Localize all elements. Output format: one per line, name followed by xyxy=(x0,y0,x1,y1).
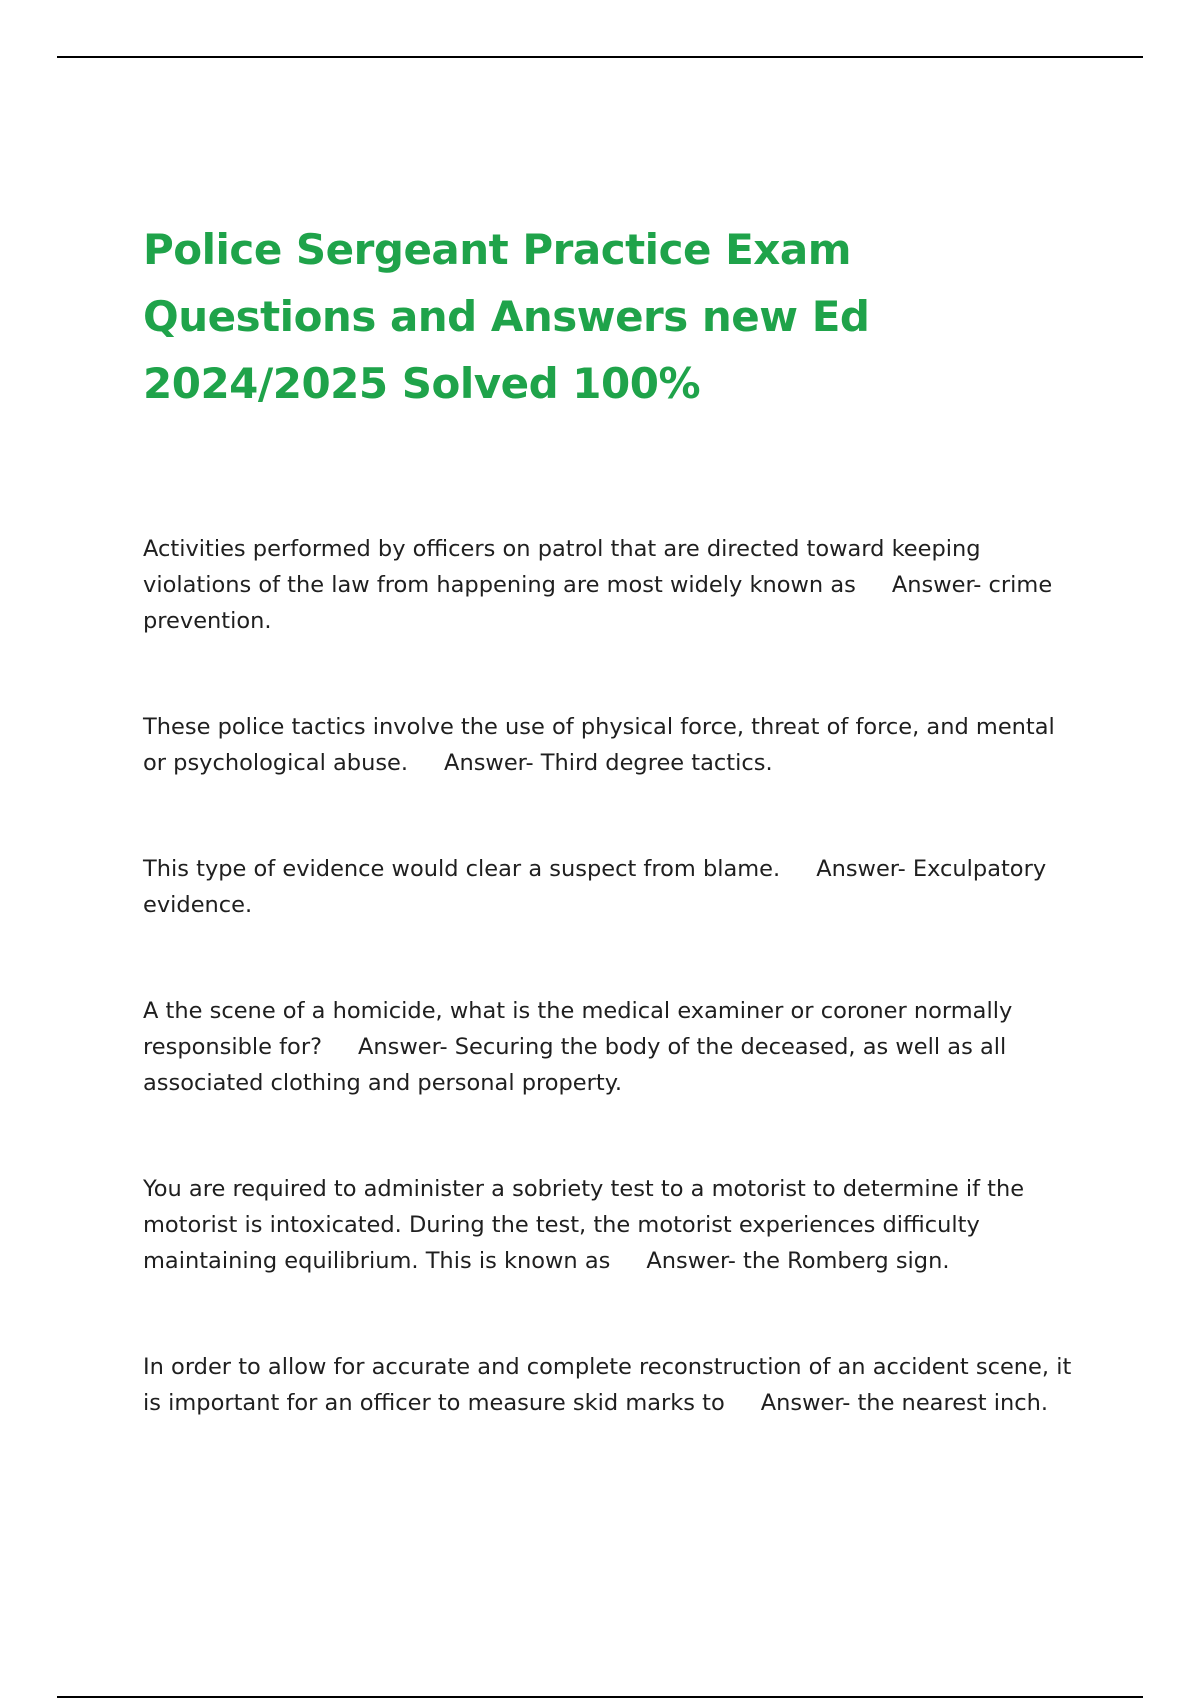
qa-item xyxy=(143,1349,1073,1421)
answer-text: Answer- Exculpatory evidence. xyxy=(143,856,1047,918)
answer-text: Answer- crime prevention. xyxy=(143,572,1053,634)
question-text: In order to allow for accurate and complete reconstruction of an accident scene, it is important for an officer to measure skid marks to xyxy=(143,1354,1072,1416)
answer-text: Answer- the Romberg sign. xyxy=(646,1248,950,1274)
document-body xyxy=(143,216,1073,1491)
document-title: Police Sergeant Practice Exam Questions and Answers new Ed 2024/2025 Solved 100% xyxy=(143,225,870,408)
question-text: Activities performed by officers on patrol that are directed toward keeping violations of the law from happening are most widely known as xyxy=(143,536,981,598)
qa-item xyxy=(143,709,1073,781)
qa-list xyxy=(143,531,1073,1421)
qa-item xyxy=(143,851,1073,923)
answer-text: Answer- the nearest inch. xyxy=(760,1390,1049,1416)
question-text: A the scene of a homicide, what is the medical examiner or coroner normally responsible for? xyxy=(143,998,1013,1060)
answer-text: Answer- Third degree tactics. xyxy=(444,750,773,776)
question-text: This type of evidence would clear a suspect from blame. xyxy=(143,856,781,882)
qa-item xyxy=(143,531,1073,639)
qa-item xyxy=(143,993,1073,1101)
bottom-rule xyxy=(57,1696,1143,1698)
question-text: These police tactics involve the use of physical force, threat of force, and mental or psychological abuse. xyxy=(143,714,1055,776)
question-text: You are required to administer a sobriety test to a motorist to determine if the motorist is intoxicated. During the test, the motorist experiences difficulty maintaining equilibrium. This is known as xyxy=(143,1176,1025,1274)
answer-text: Answer- Securing the body of the deceased, as well as all associated clothing and personal property. xyxy=(143,1034,1007,1096)
top-rule xyxy=(57,56,1143,58)
qa-item xyxy=(143,1171,1073,1279)
